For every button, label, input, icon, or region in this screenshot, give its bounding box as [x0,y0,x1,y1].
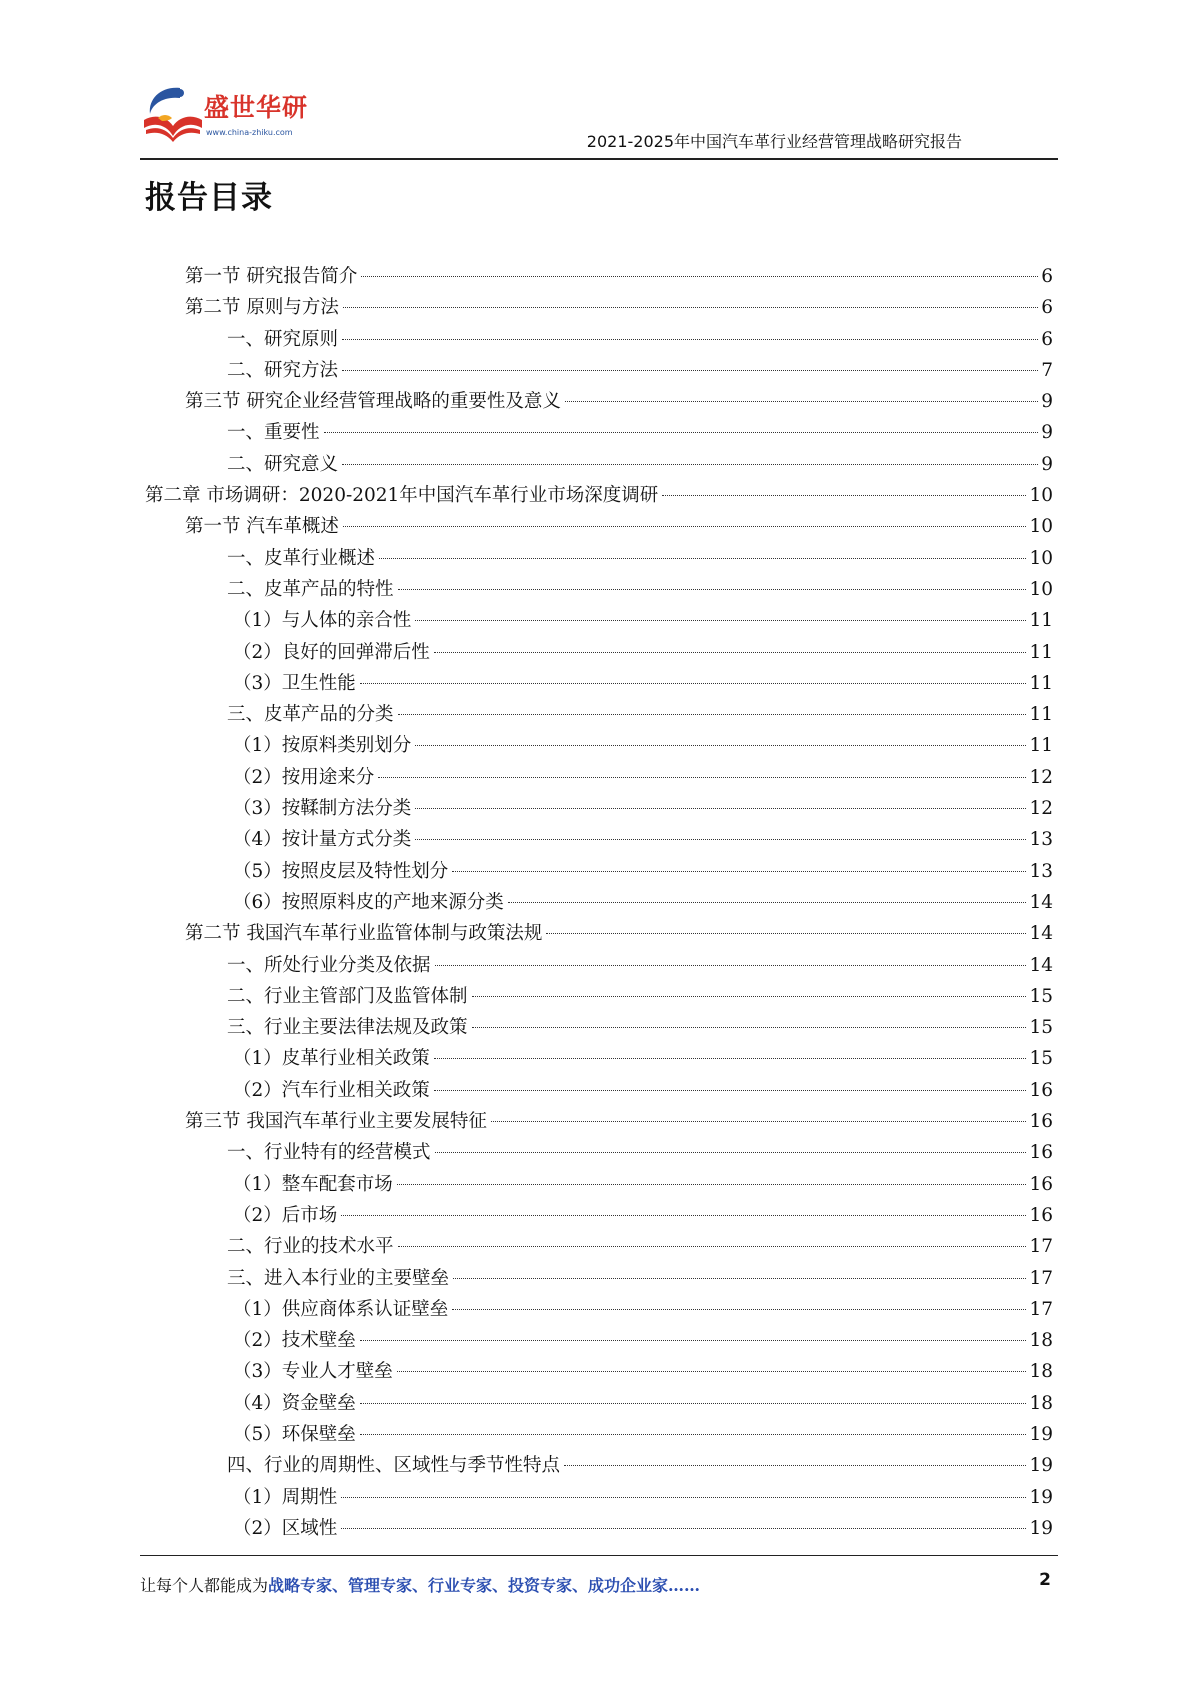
toc-entry-page: 19 [1029,1423,1053,1445]
toc-entry-page: 11 [1029,704,1053,726]
toc-leader-dots [564,1465,1026,1466]
toc-entry-label: （1）皮革行业相关政策 [233,1048,430,1070]
toc-entry[interactable] [145,262,1053,293]
toc-entry-page: 12 [1029,766,1053,788]
toc-entry-page: 12 [1029,798,1053,820]
toc-entry[interactable] [145,794,1053,825]
toc-entry-label: （2）良好的回弹滞后性 [233,641,430,663]
toc-leader-dots [360,1434,1027,1435]
toc-entry-page: 6 [1041,328,1053,350]
toc-entry-label: 第一节 汽车革概述 [185,516,339,538]
toc-entry-page: 10 [1029,547,1053,569]
footer-slogan [140,1573,700,1596]
toc-entry[interactable] [145,387,1053,418]
toc-entry-page: 19 [1029,1486,1053,1508]
toc-entry[interactable] [145,825,1053,856]
toc-entry[interactable] [145,1264,1053,1295]
toc-entry-page: 11 [1029,610,1053,632]
toc-leader-dots [341,1528,1026,1529]
toc-entry-label: （1）供应商体系认证壁垒 [233,1298,449,1320]
toc-leader-dots [415,808,1026,809]
toc-entry-label: 二、研究方法 [227,359,339,381]
toc-entry-page: 18 [1029,1361,1053,1383]
toc-entry-page: 9 [1041,422,1053,444]
toc-entry-label: （6）按照原料皮的产地来源分类 [233,891,504,913]
logo-name: 盛世华研 [204,93,309,122]
toc-leader-dots [360,1403,1027,1404]
toc-leader-dots [565,401,1038,402]
toc-entry-label: 二、皮革产品的特性 [227,578,394,600]
toc-entry-page: 7 [1041,359,1053,381]
toc-entry-page: 18 [1029,1330,1053,1352]
toc-entry-page: 17 [1029,1267,1053,1289]
toc-entry-page: 14 [1029,923,1053,945]
toc-leader-dots [360,683,1027,684]
toc-leader-dots [341,1497,1026,1498]
toc-entry[interactable] [145,512,1053,543]
toc-entry-label: 一、行业特有的经营模式 [227,1142,431,1164]
toc-entry-label: （2）按用途来分 [233,766,375,788]
toc-entry[interactable] [145,1201,1053,1232]
logo-emblem-icon [140,84,206,146]
toc-entry[interactable] [145,888,1053,919]
toc-leader-dots [341,1215,1026,1216]
toc-entry-page: 10 [1029,578,1053,600]
toc-entry[interactable] [145,1013,1053,1044]
toc-entry[interactable] [145,325,1053,356]
toc-entry-label: 第二节 我国汽车革行业监管体制与政策法规 [185,923,543,945]
toc-entry[interactable] [145,606,1053,637]
toc-entry[interactable] [145,1483,1053,1514]
toc-entry[interactable] [145,1357,1053,1388]
toc-entry-label: （2）技术壁垒 [233,1330,356,1352]
toc-entry-label: 三、皮革产品的分类 [227,704,394,726]
toc-entry-label: 第二节 原则与方法 [185,297,339,319]
toc-entry[interactable] [145,481,1053,512]
toc-entry-label: 第二章 市场调研：2020-2021年中国汽车革行业市场深度调研 [145,485,659,507]
toc-entry-label: （2）后市场 [233,1204,338,1226]
toc-entry[interactable] [145,731,1053,762]
toc-entry-page: 15 [1029,985,1053,1007]
toc-leader-dots [415,745,1026,746]
toc-entry-page: 19 [1029,1455,1053,1477]
toc-entry-label: （3）按鞣制方法分类 [233,798,412,820]
page-title: 报告目录 [145,180,273,216]
toc-entry-page: 17 [1029,1236,1053,1258]
toc-leader-dots [342,370,1038,371]
toc-leader-dots [546,933,1026,934]
toc-entry-page: 14 [1029,891,1053,913]
toc-entry[interactable] [145,763,1053,794]
toc-entry-page: 16 [1029,1173,1053,1195]
toc-entry[interactable] [145,919,1053,950]
toc-entry-page: 16 [1029,1204,1053,1226]
toc-entry-label: （2）汽车行业相关政策 [233,1079,430,1101]
toc-leader-dots [472,1027,1027,1028]
toc-entry-label: 第三节 我国汽车革行业主要发展特征 [185,1111,487,1133]
toc-leader-dots [360,1340,1027,1341]
toc-entry-label: （5）环保壁垒 [233,1423,356,1445]
toc-entry-label: （1）周期性 [233,1486,338,1508]
toc-entry-label: 三、进入本行业的主要壁垒 [227,1267,450,1289]
toc-entry-label: （3）卫生性能 [233,672,356,694]
toc-leader-dots [398,1246,1027,1247]
toc-entry[interactable] [145,450,1053,481]
toc-leader-dots [343,307,1038,308]
toc-entry-label: （4）资金壁垒 [233,1392,356,1414]
toc-entry-page: 13 [1029,860,1053,882]
toc-entry[interactable] [145,575,1053,606]
toc-entry[interactable] [145,1295,1053,1326]
toc-leader-dots [434,1058,1027,1059]
toc-entry-page: 11 [1029,641,1053,663]
toc-entry-page: 11 [1029,735,1053,757]
toc-entry-label: 二、研究意义 [227,453,339,475]
toc-entry-page: 10 [1029,485,1053,507]
toc-entry-page: 10 [1029,516,1053,538]
toc-leader-dots [434,1090,1027,1091]
toc-entry[interactable] [145,1389,1053,1420]
toc-entry[interactable] [145,1138,1053,1169]
toc-entry-label: 一、皮革行业概述 [227,547,376,569]
toc-entry-label: 第一节 研究报告简介 [185,266,358,287]
footer-slogan-prefix: 让每个人都能成为 [140,1576,269,1595]
toc-leader-dots [324,432,1039,433]
toc-entry-label: 四、行业的周期性、区域性与季节性特点 [227,1455,561,1477]
toc-entry-label: 一、所处行业分类及依据 [227,954,431,976]
toc-entry-label: （1）整车配套市场 [233,1173,393,1195]
toc-entry[interactable] [145,1326,1053,1357]
toc-entry-label: 一、研究原则 [227,328,339,350]
toc-entry-label: （1）按原料类别划分 [233,735,412,757]
toc-leader-dots [398,714,1027,715]
toc-entry-page: 13 [1029,829,1053,851]
toc-entry[interactable] [145,951,1053,982]
toc-entry[interactable] [145,1076,1053,1107]
toc-entry-label: （3）专业人才壁垒 [233,1361,393,1383]
toc-leader-dots [491,1121,1027,1122]
company-logo [140,84,310,150]
toc-leader-dots [397,1184,1027,1185]
toc-entry-page: 16 [1029,1079,1053,1101]
toc-entry[interactable] [145,1232,1053,1263]
toc-entry-page: 6 [1041,297,1053,319]
page-number: 2 [1039,1570,1051,1590]
toc-entry[interactable] [145,700,1053,731]
toc-entry[interactable] [145,293,1053,324]
toc-entry-page: 16 [1029,1142,1053,1164]
footer-divider [140,1555,1058,1556]
toc-entry-label: 第三节 研究企业经营管理战略的重要性及意义 [185,391,561,413]
toc-entry-page: 19 [1029,1517,1053,1539]
toc-entry[interactable] [145,669,1053,700]
toc-leader-dots [342,464,1038,465]
toc-leader-dots [508,902,1027,903]
toc-leader-dots [415,839,1026,840]
toc-leader-dots [662,495,1026,496]
toc-entry[interactable] [145,1420,1053,1451]
toc-entry[interactable] [145,1107,1053,1138]
toc-leader-dots [379,558,1026,559]
toc-entry-page: 6 [1041,266,1053,287]
logo-url: www.china-zhiku.com [206,128,293,137]
toc-entry-label: （4）按计量方式分类 [233,829,412,851]
toc-leader-dots [415,620,1026,621]
toc-entry-page: 17 [1029,1298,1053,1320]
toc-entry-label: 二、行业主管部门及监管体制 [227,985,468,1007]
toc-entry-page: 11 [1029,672,1053,694]
toc-entry-page: 18 [1029,1392,1053,1414]
toc-leader-dots [453,1278,1026,1279]
page-header [140,80,1058,160]
toc-entry[interactable] [145,638,1053,669]
toc-entry-label: （1）与人体的亲合性 [233,610,412,632]
toc-entry[interactable] [145,418,1053,449]
toc-leader-dots [397,1371,1027,1372]
toc-entry-label: 三、行业主要法律法规及政策 [227,1017,468,1039]
footer-slogan-highlight: 战略专家、管理专家、行业专家、投资专家、成功企业家…… [268,1576,701,1595]
toc-entry[interactable] [145,544,1053,575]
toc-entry[interactable] [145,1451,1053,1482]
toc-entry-label: 二、行业的技术水平 [227,1236,394,1258]
toc-entry-page: 15 [1029,1017,1053,1039]
toc-entry[interactable] [145,356,1053,387]
toc-entry[interactable] [145,982,1053,1013]
toc-leader-dots [452,871,1026,872]
toc-leader-dots [434,652,1027,653]
report-title: 2021-2025年中国汽车革行业经营管理战略研究报告 [586,132,962,151]
toc-leader-dots [342,339,1038,340]
table-of-contents [145,262,1053,1545]
toc-entry-label: 一、重要性 [227,422,320,444]
toc-leader-dots [435,1152,1027,1153]
toc-leader-dots [378,777,1026,778]
toc-leader-dots [472,996,1027,997]
toc-entry-label: （2）区域性 [233,1517,338,1539]
toc-leader-dots [361,276,1038,277]
toc-entry[interactable] [145,1514,1053,1545]
toc-entry-label: （5）按照皮层及特性划分 [233,860,449,882]
toc-entry-page: 14 [1029,954,1053,976]
toc-entry[interactable] [145,1170,1053,1201]
toc-entry-page: 15 [1029,1048,1053,1070]
toc-leader-dots [398,589,1027,590]
toc-entry-page: 16 [1029,1111,1053,1133]
toc-entry[interactable] [145,857,1053,888]
toc-leader-dots [452,1309,1026,1310]
toc-entry[interactable] [145,1044,1053,1075]
toc-entry-page: 9 [1041,453,1053,475]
toc-leader-dots [343,526,1027,527]
toc-entry-page: 9 [1041,391,1053,413]
toc-leader-dots [435,965,1027,966]
